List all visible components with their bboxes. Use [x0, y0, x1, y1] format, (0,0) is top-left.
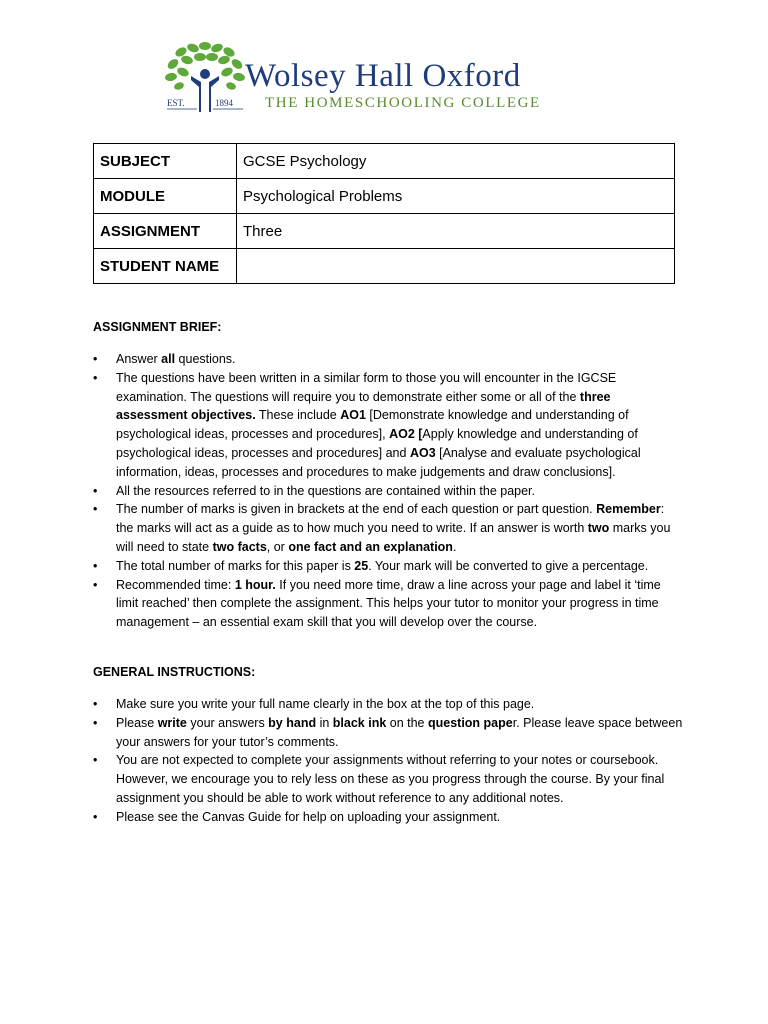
bold-text: three assessment objectives.: [116, 389, 611, 423]
bold-text: AO1: [340, 408, 366, 423]
text-run: Please see the Canvas Guide for help on uploading your assignment.: [116, 809, 501, 824]
bullet-item: [93, 714, 683, 752]
bold-text: question pape: [427, 715, 513, 730]
bullet-item: [93, 482, 683, 501]
text-run: You are not expected to complete your assignments without referring to your notes or coursebook. However, we encourage you to rely less on these as you progress through the course. By your final assignment you should be able to work without reference to any additional notes.: [116, 753, 665, 805]
text-run: , or: [266, 539, 289, 554]
logo-est-right: 1894: [215, 98, 233, 108]
text-run: [Analyse and evaluate psychological information, ideas, processes and procedures to make judgements and draw conclusions].: [116, 445, 641, 479]
text-run: Please: [116, 715, 158, 730]
bold-text: by hand: [268, 715, 317, 730]
bullet-item: [93, 369, 683, 482]
info-row: [94, 249, 675, 284]
bold-text: black ink: [332, 715, 387, 730]
text-run: The questions have been written in a similar form to those you will encounter in the IGCSE examination. The questions will require you to demonstrate either some or all of the: [116, 370, 617, 404]
text-run: your answers: [186, 715, 269, 730]
info-label: ASSIGNMENT: [94, 214, 237, 249]
bullet-item: [93, 751, 683, 807]
bold-text: write: [157, 715, 187, 730]
text-run: Apply knowledge and understanding of psychological ideas, processes and procedures] and: [116, 427, 638, 460]
text-run: If you need more time, draw a line across your page and label it ‘time limit reached’ then complete the assignment. This helps your tutor to monitor your progress in time management – an essential exam skill that you will develop over the course.: [116, 577, 661, 630]
text-run: The total number of marks for this paper is: [116, 558, 355, 573]
text-run: Answer: [116, 352, 162, 366]
text-run: Make sure you write your full name clearly in the box at the top of this page.: [116, 697, 535, 711]
general-instructions-heading: GENERAL INSTRUCTIONS:: [93, 665, 256, 679]
info-label: STUDENT NAME: [94, 249, 237, 284]
text-run: : the marks will act as a guide as to how much you need to write. If an answer is worth: [116, 502, 665, 536]
assignment-info-table: [93, 143, 675, 284]
bullet-item: [93, 808, 683, 827]
bold-text: 1 hour.: [234, 577, 276, 592]
bold-text: AO2 [: [389, 427, 423, 442]
bold-text: two facts: [212, 539, 267, 554]
bold-text: one fact and an explanation: [288, 539, 453, 554]
bold-text: all: [161, 352, 176, 366]
assignment-brief-list: [93, 350, 683, 632]
info-row: [94, 214, 675, 249]
wolsey-hall-logo: [165, 42, 605, 116]
general-instructions-list: [93, 695, 683, 827]
text-run: [Demonstrate knowledge and understanding of psychological ideas, processes and procedures],: [116, 408, 629, 442]
info-label: MODULE: [94, 179, 237, 214]
text-run: The number of marks is given in brackets at the end of each question or part question.: [116, 502, 597, 517]
bold-text: AO3: [409, 445, 436, 460]
info-value[interactable]: [237, 249, 675, 284]
text-run: r. Please leave space between your answers for your tutor’s comments.: [116, 715, 683, 749]
bullet-item: [93, 695, 683, 714]
info-row: [94, 179, 675, 214]
bullet-item: [93, 557, 683, 576]
logo-name: Wolsey Hall Oxford: [245, 58, 521, 94]
text-run: questions.: [175, 352, 236, 366]
bold-text: 25: [354, 558, 369, 573]
text-run: Recommended time:: [116, 577, 235, 592]
bold-text: two: [587, 521, 610, 536]
bullet-item: [93, 350, 683, 369]
text-run: on the: [386, 715, 428, 730]
text-run: . Your mark will be converted to give a percentage.: [368, 558, 649, 573]
logo-est-left: EST.: [167, 98, 185, 108]
info-value: GCSE Psychology: [237, 144, 675, 179]
bullet-item: [93, 500, 683, 556]
bullet-item: [93, 576, 683, 632]
info-value: Three: [237, 214, 675, 249]
text-run: in: [316, 715, 333, 730]
info-label: SUBJECT: [94, 144, 237, 179]
logo-tagline: THE HOMESCHOOLING COLLEGE: [265, 95, 541, 111]
bold-text: Remember: [596, 502, 661, 517]
info-value: Psychological Problems: [237, 179, 675, 214]
info-row: [94, 144, 675, 179]
tree-logo-icon: [165, 42, 245, 116]
text-run: These include: [255, 408, 341, 423]
text-run: marks you will need to state: [116, 521, 671, 554]
text-run: .: [452, 539, 457, 554]
text-run: All the resources referred to in the questions are contained within the paper.: [116, 483, 536, 498]
assignment-brief-heading: ASSIGNMENT BRIEF:: [93, 320, 222, 334]
